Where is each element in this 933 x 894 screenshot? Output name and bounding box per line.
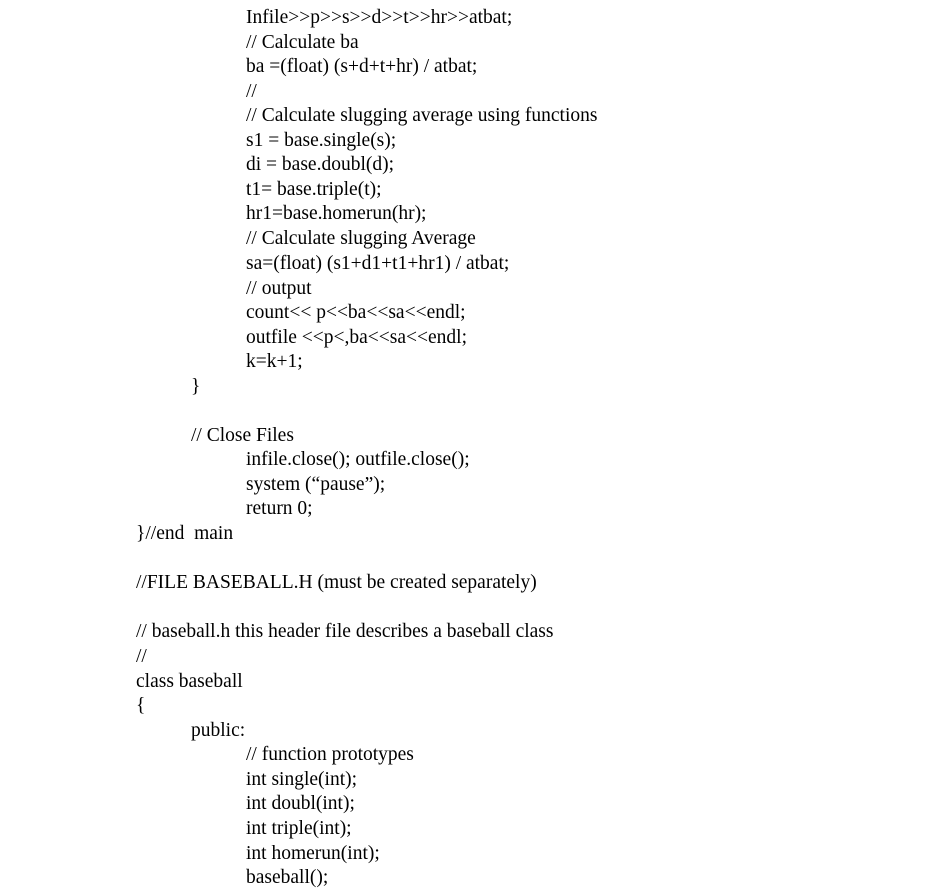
end-main-line: }//end main: [136, 523, 234, 544]
comment-line: // output: [246, 278, 312, 299]
comment-line: //: [136, 646, 147, 667]
prototype-line: int homerun(int);: [246, 843, 380, 864]
code-line: t1= base.triple(t);: [246, 179, 382, 200]
comment-line: // Calculate slugging average using functions: [246, 105, 598, 126]
prototype-line: int doubl(int);: [246, 793, 355, 814]
prototype-line: int triple(int);: [246, 818, 352, 839]
comment-line: //: [246, 81, 257, 102]
code-line: di = base.doubl(d);: [246, 154, 395, 175]
comment-line: // function prototypes: [246, 744, 414, 765]
prototype-line: int single(int);: [246, 769, 358, 790]
comment-line: // Calculate slugging Average: [246, 228, 476, 249]
code-line: system (“pause”);: [246, 474, 386, 495]
code-line: sa=(float) (s1+d1+t1+hr1) / atbat;: [246, 253, 510, 274]
comment-line: // baseball.h this header file describes a baseball class: [136, 621, 554, 642]
file-heading: //FILE BASEBALL.H (must be created separately): [136, 572, 537, 593]
code-line: infile.close(); outfile.close();: [246, 449, 470, 470]
opening-brace: {: [136, 695, 146, 716]
code-line: Infile>>p>>s>>d>>t>>hr>>atbat;: [246, 7, 513, 28]
prototype-line: baseball();: [246, 867, 329, 888]
code-line: outfile <<p<,ba<<sa<<endl;: [246, 327, 468, 348]
comment-line: // Close Files: [191, 425, 294, 446]
access-specifier: public:: [191, 720, 246, 741]
comment-line: // Calculate ba: [246, 32, 359, 53]
class-declaration: class baseball: [136, 671, 243, 692]
code-line: hr1=base.homerun(hr);: [246, 203, 427, 224]
code-line: return 0;: [246, 498, 313, 519]
code-line: count<< p<<ba<<sa<<endl;: [246, 302, 466, 323]
code-line: ba =(float) (s+d+t+hr) / atbat;: [246, 56, 478, 77]
closing-brace: }: [191, 376, 201, 397]
code-line: k=k+1;: [246, 351, 303, 372]
code-line: s1 = base.single(s);: [246, 130, 397, 151]
